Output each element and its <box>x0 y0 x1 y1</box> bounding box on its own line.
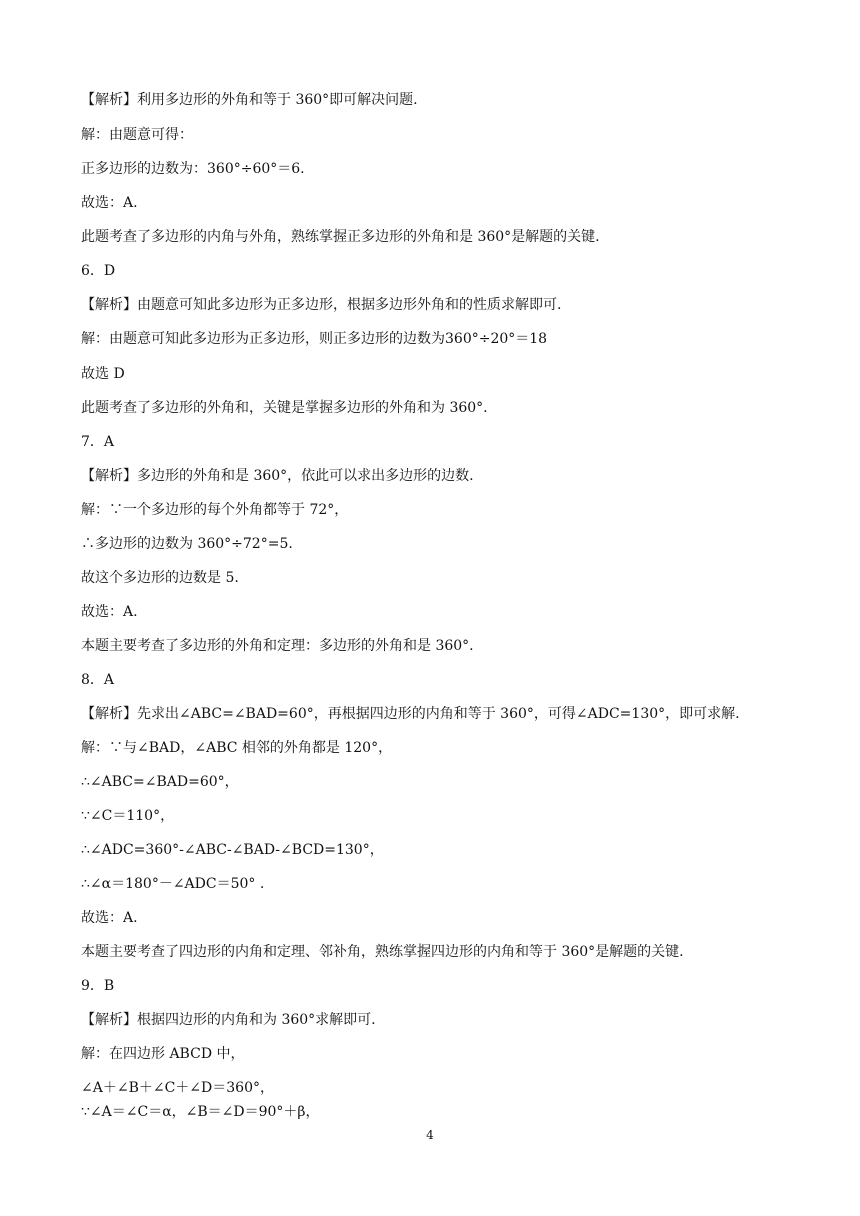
text-line: 本题主要考查了多边形的外角和定理：多边形的外角和是 360°. <box>81 638 474 654</box>
text-line: 故选：A. <box>81 910 138 926</box>
text-line: 解：∵一个多边形的每个外角都等于 72°， <box>81 502 349 518</box>
text-line: 【解析】根据四边形的内角和为 360°求解即可. <box>81 1012 376 1028</box>
question-number: 6．D <box>81 263 116 279</box>
text-line: ∴多边形的边数为 360°÷72°=5. <box>81 536 293 552</box>
text-line: 此题考查了多边形的外角和，关键是掌握多边形的外角和为 360°. <box>81 400 488 416</box>
text-line: ∵∠A＝∠C＝α，∠B＝∠D＝90°＋β， <box>81 1104 320 1120</box>
text-line: ∴∠ABC=∠BAD=60°， <box>81 774 239 790</box>
text-line: ∴∠ADC=360°-∠ABC-∠BAD-∠BCD=130°， <box>81 842 384 858</box>
question-number: 9．B <box>81 978 115 994</box>
text-line: ∠A＋∠B＋∠C＋∠D＝360°， <box>81 1080 274 1096</box>
text-line: 【解析】由题意可知此多边形为正多边形，根据多边形外角和的性质求解即可. <box>81 297 562 313</box>
text-line: 【解析】多边形的外角和是 360°，依此可以求出多边形的边数. <box>81 468 474 484</box>
text-line: 【解析】利用多边形的外角和等于 360°即可解决问题. <box>81 92 418 108</box>
text-line: 故选 D <box>81 366 125 382</box>
text-line: 解：由题意可知此多边形为正多边形，则正多边形的边数为360°÷20°＝18 <box>81 331 548 347</box>
text-line: 解：由题意可得： <box>81 127 193 143</box>
text-line: ∴∠α＝180°－∠ADC＝50° . <box>81 876 265 892</box>
text-line: 正多边形的边数为：360°÷60°＝6. <box>81 161 305 177</box>
text-line: 本题主要考查了四边形的内角和定理、邻补角，熟练掌握四边形的内角和等于 360°是解题的关键. <box>81 944 684 960</box>
question-number: 7．A <box>81 434 115 450</box>
text-line: 故这个多边形的边数是 5. <box>81 570 239 586</box>
text-line: ∵∠C＝110°， <box>81 808 175 824</box>
text-line: 故选：A. <box>81 604 138 620</box>
text-line: 此题考查了多边形的内角与外角，熟练掌握正多边形的外角和是 360°是解题的关键. <box>81 229 600 245</box>
text-line: 解：∵与∠BAD，∠ABC 相邻的外角都是 120°， <box>81 740 393 756</box>
question-number: 8．A <box>81 672 115 688</box>
page-number: 4 <box>426 1128 434 1142</box>
text-line: 【解析】先求出∠ABC=∠BAD=60°，再根据四边形的内角和等于 360°，可得∠ADC=130°，即可求解. <box>81 706 740 722</box>
text-line: 解：在四边形 ABCD 中， <box>81 1046 245 1062</box>
text-line: 故选：A. <box>81 195 138 211</box>
